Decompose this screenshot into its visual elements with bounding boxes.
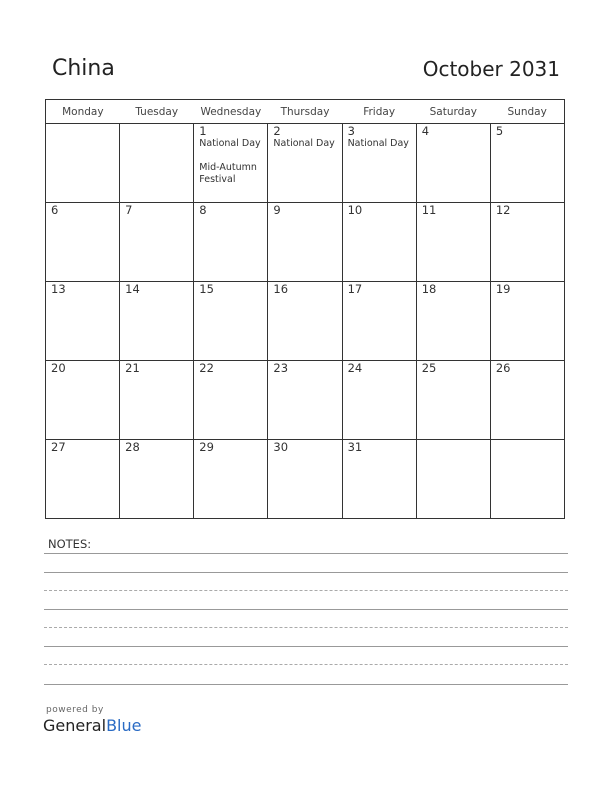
weekday-wednesday: Wednesday — [194, 100, 268, 124]
day-cell — [120, 440, 194, 519]
day-cell — [490, 203, 564, 282]
day-cell — [342, 282, 416, 361]
day-number: 17 — [347, 282, 363, 296]
day-number: 7 — [125, 203, 133, 217]
day-number: 20 — [51, 361, 66, 375]
holiday-label: National Day — [347, 138, 409, 149]
day-number: 16 — [273, 282, 289, 296]
day-cell — [342, 361, 416, 440]
day-number: 8 — [199, 203, 207, 217]
day-number: 23 — [273, 361, 289, 375]
day-cell — [46, 124, 120, 203]
country-title: China — [52, 56, 115, 81]
day-number: 1 — [199, 124, 207, 138]
weekday-thursday: Thursday — [268, 100, 342, 124]
day-cell — [194, 203, 268, 282]
day-cell — [342, 124, 416, 203]
day-number: 19 — [495, 282, 511, 296]
day-number: 18 — [421, 282, 437, 296]
day-number: 6 — [51, 203, 59, 217]
holiday-label: National Day — [199, 138, 261, 149]
notes-line — [44, 627, 568, 628]
notes-line — [44, 609, 568, 610]
day-number: 2 — [273, 124, 281, 138]
day-number: 9 — [273, 203, 281, 217]
week-row — [46, 124, 565, 203]
day-cell — [416, 203, 490, 282]
day-cell — [490, 440, 564, 519]
week-row — [46, 361, 565, 440]
logo-general: General — [43, 716, 107, 735]
day-number: 24 — [347, 361, 363, 375]
day-number: 3 — [347, 124, 355, 138]
day-number: 25 — [421, 361, 437, 375]
day-cell — [416, 440, 490, 519]
month-title: October 2031 — [422, 57, 560, 81]
day-cell — [268, 361, 342, 440]
day-number: 14 — [125, 282, 140, 296]
day-number: 30 — [273, 440, 289, 454]
day-number: 11 — [421, 203, 437, 217]
day-cell — [490, 124, 564, 203]
day-number: 21 — [125, 361, 140, 375]
holiday-label: Mid-Autumn Festival — [199, 161, 257, 185]
weekday-monday: Monday — [46, 100, 120, 124]
day-cell — [120, 282, 194, 361]
day-number: 29 — [199, 440, 214, 454]
day-cell — [46, 361, 120, 440]
day-number: 26 — [495, 361, 511, 375]
notes-line — [44, 664, 568, 665]
week-row — [46, 440, 565, 519]
day-number: 15 — [199, 282, 214, 296]
holiday-label: National Day — [273, 138, 335, 149]
notes-line — [44, 572, 568, 573]
day-cell — [194, 124, 268, 203]
day-cell — [194, 361, 268, 440]
weekday-header-row — [46, 100, 565, 124]
notes-line — [44, 590, 568, 591]
day-number: 22 — [199, 361, 214, 375]
notes-label: NOTES: — [48, 537, 92, 551]
notes-line — [44, 553, 568, 554]
day-number: 5 — [495, 124, 504, 138]
day-number: 28 — [125, 440, 140, 454]
weekday-sunday: Sunday — [490, 100, 564, 124]
generalblue-logo — [43, 716, 141, 735]
day-cell — [490, 361, 564, 440]
notes-line — [44, 684, 568, 685]
day-cell — [268, 203, 342, 282]
week-row — [46, 282, 565, 361]
day-cell — [490, 282, 564, 361]
day-cell — [46, 440, 120, 519]
logo-blue: Blue — [106, 716, 142, 735]
weekday-friday: Friday — [342, 100, 416, 124]
day-cell — [416, 282, 490, 361]
week-row — [46, 203, 565, 282]
powered-by-text: powered by — [46, 705, 104, 715]
day-cell — [120, 124, 194, 203]
day-cell — [268, 124, 342, 203]
weekday-saturday: Saturday — [416, 100, 490, 124]
day-cell — [46, 282, 120, 361]
notes-line — [44, 646, 568, 647]
day-number: 12 — [495, 203, 511, 217]
day-number: 31 — [347, 440, 363, 454]
day-cell — [342, 203, 416, 282]
day-cell — [416, 124, 490, 203]
day-cell — [194, 440, 268, 519]
day-cell — [268, 282, 342, 361]
day-cell — [268, 440, 342, 519]
day-number: 4 — [421, 124, 430, 138]
day-cell — [120, 361, 194, 440]
day-number: 13 — [51, 282, 66, 296]
weekday-tuesday: Tuesday — [120, 100, 194, 124]
day-cell — [416, 361, 490, 440]
day-cell — [342, 440, 416, 519]
calendar-grid — [45, 99, 565, 519]
day-cell — [120, 203, 194, 282]
day-number: 27 — [51, 440, 66, 454]
day-cell — [46, 203, 120, 282]
day-cell — [194, 282, 268, 361]
day-number: 10 — [347, 203, 363, 217]
